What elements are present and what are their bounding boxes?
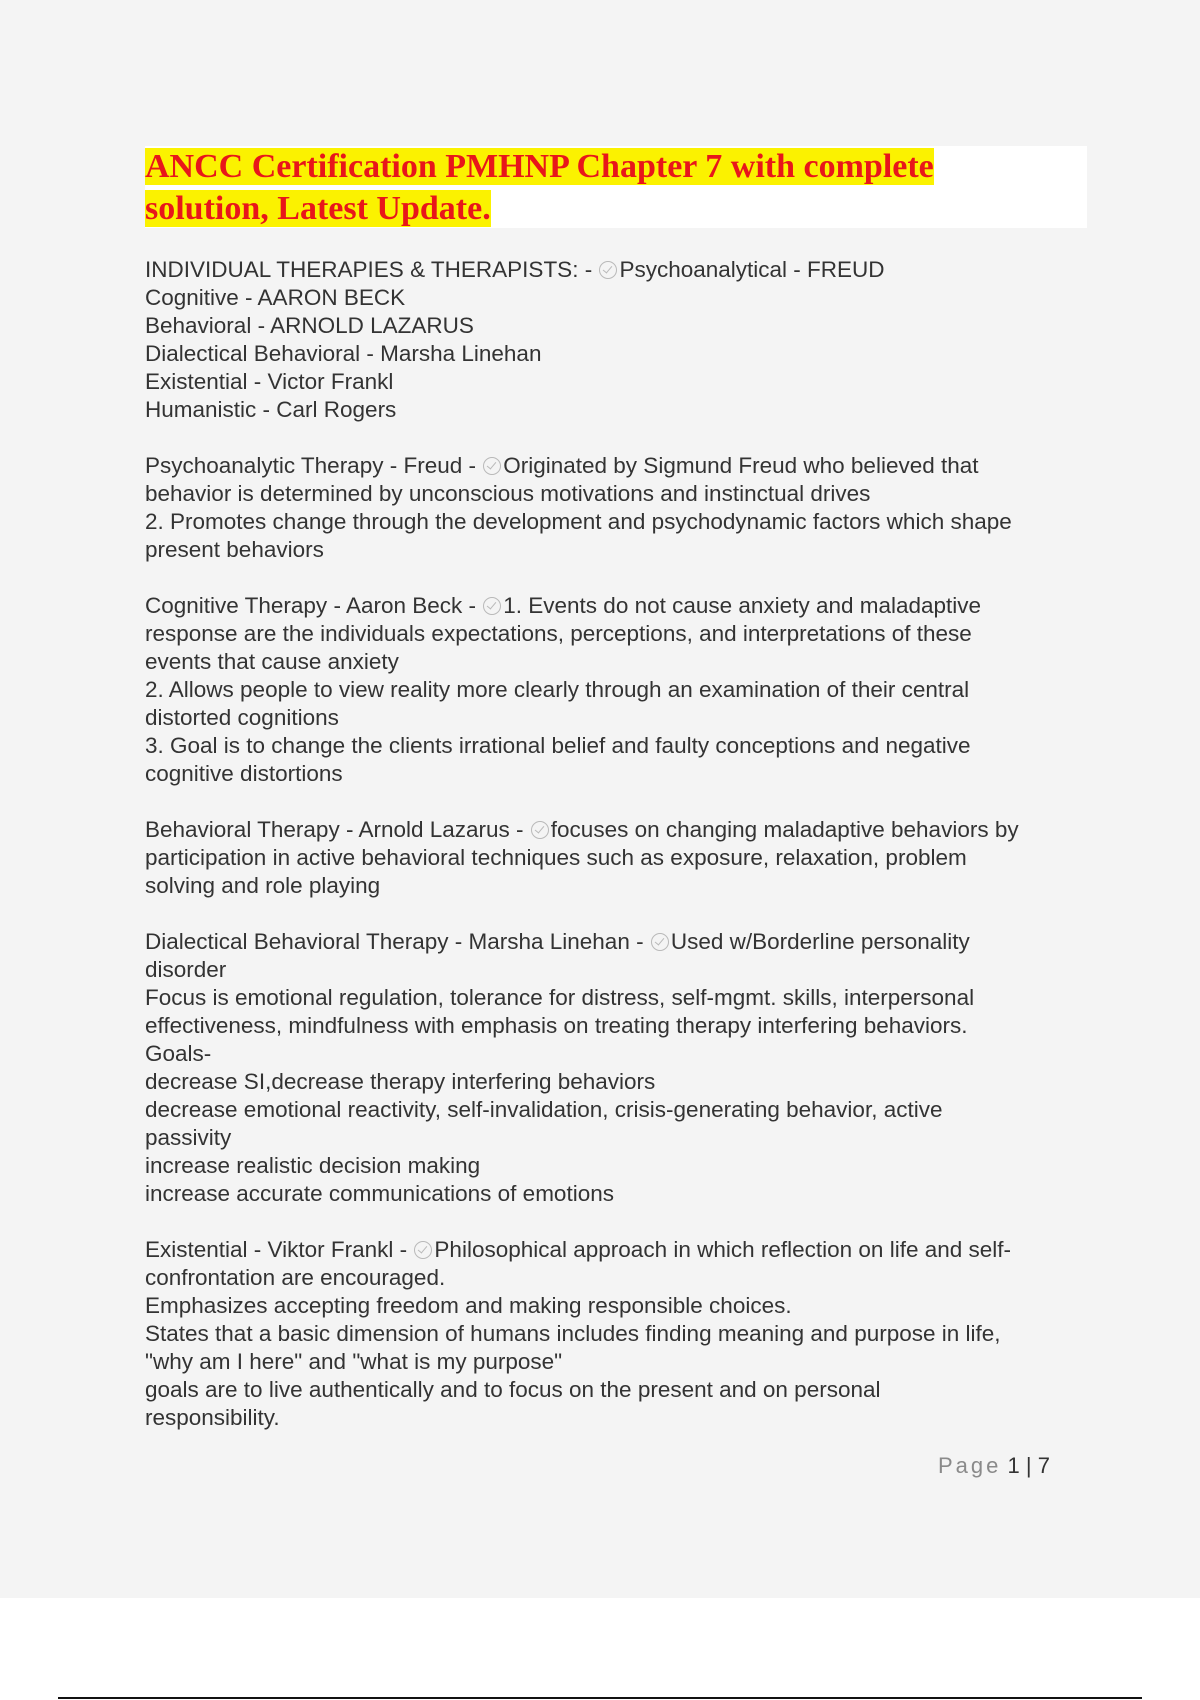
question-text: Behavioral Therapy - Arnold Lazarus - [145, 817, 530, 842]
page-number [938, 1453, 1050, 1479]
check-circle-icon [531, 821, 549, 839]
answer-line: increase realistic decision making [145, 1153, 481, 1178]
page-separator: | [1025, 1453, 1032, 1478]
answer-line: decrease emotional reactivity, self-invalidation, crisis-generating behavior, active [145, 1097, 943, 1122]
answer-line: events that cause anxiety [145, 649, 399, 674]
entry-first-line [145, 256, 1095, 284]
answer-line: confrontation are encouraged. [145, 1265, 446, 1290]
document-title [145, 146, 1087, 230]
answer-line: Existential - Victor Frankl [145, 369, 394, 394]
answer-line: 2. Allows people to view reality more clearly through an examination of their central [145, 677, 970, 702]
question-text: Psychoanalytic Therapy - Freud - [145, 453, 483, 478]
check-circle-icon [651, 933, 669, 951]
qa-entry [145, 592, 1095, 788]
answer-line: Emphasizes accepting freedom and making responsible choices. [145, 1293, 792, 1318]
answer-line: 3. Goal is to change the clients irrational belief and faulty conceptions and negative [145, 733, 971, 758]
answer-text: Used w/Borderline personality [670, 929, 970, 954]
answer-line: passivity [145, 1125, 232, 1150]
entry-first-line [145, 1236, 1095, 1264]
answer-line: present behaviors [145, 537, 324, 562]
answer-text: Philosophical approach in which reflection on life and self- [434, 1237, 1012, 1262]
answer-line: "why am I here" and "what is my purpose" [145, 1349, 563, 1374]
qa-entry [145, 452, 1095, 564]
document-content [145, 256, 1095, 1460]
entry-first-line [145, 592, 1095, 620]
answer-line: Dialectical Behavioral - Marsha Linehan [145, 341, 542, 366]
qa-entry [145, 928, 1095, 1208]
answer-line: decrease SI,decrease therapy interfering behaviors [145, 1069, 656, 1094]
answer-line: responsibility. [145, 1405, 280, 1430]
qa-entry [145, 1236, 1095, 1432]
answer-line: distorted cognitions [145, 705, 339, 730]
check-circle-icon [414, 1241, 432, 1259]
question-text: Existential - Viktor Frankl - [145, 1237, 414, 1262]
answer-line: 2. Promotes change through the development and psychodynamic factors which shape [145, 509, 1012, 534]
answer-line: behavior is determined by unconscious motivations and instinctual drives [145, 481, 871, 506]
answer-text: 1. Events do not cause anxiety and maladaptive [503, 593, 982, 618]
answer-line: Humanistic - Carl Rogers [145, 397, 397, 422]
entry-first-line [145, 452, 1095, 480]
answer-text: Psychoanalytical - FREUD [619, 257, 885, 282]
check-circle-icon [599, 261, 617, 279]
page-word: Page [938, 1453, 1002, 1478]
answer-line: Behavioral - ARNOLD LAZARUS [145, 313, 474, 338]
answer-text: Originated by Sigmund Freud who believed that [503, 453, 979, 478]
answer-line: increase accurate communications of emotions [145, 1181, 614, 1206]
qa-entry [145, 256, 1095, 424]
title-line-2: solution, Latest Update. [145, 190, 491, 227]
check-circle-icon [483, 457, 501, 475]
answer-line: effectiveness, mindfulness with emphasis on treating therapy interfering behaviors. [145, 1013, 968, 1038]
bottom-rule [58, 1697, 1142, 1699]
qa-entry [145, 816, 1095, 900]
answer-line: disorder [145, 957, 227, 982]
check-circle-icon [483, 597, 501, 615]
answer-line: participation in active behavioral techniques such as exposure, relaxation, problem [145, 845, 967, 870]
answer-line: solving and role playing [145, 873, 381, 898]
question-text: INDIVIDUAL THERAPIES & THERAPISTS: - [145, 257, 599, 282]
entry-first-line [145, 928, 1095, 956]
title-box [145, 146, 1087, 228]
page-total: 7 [1037, 1453, 1050, 1478]
title-line-1: ANCC Certification PMHNP Chapter 7 with complete [145, 148, 934, 185]
answer-line: States that a basic dimension of humans includes finding meaning and purpose in life, [145, 1321, 1001, 1346]
answer-line: goals are to live authentically and to focus on the present and on personal [145, 1377, 881, 1402]
answer-line: Cognitive - AARON BECK [145, 285, 406, 310]
page-current: 1 [1007, 1453, 1020, 1478]
answer-line: response are the individuals expectations, perceptions, and interpretations of these [145, 621, 972, 646]
question-text: Dialectical Behavioral Therapy - Marsha Linehan - [145, 929, 650, 954]
question-text: Cognitive Therapy - Aaron Beck - [145, 593, 483, 618]
answer-text: focuses on changing maladaptive behaviors by [550, 817, 1019, 842]
entry-first-line [145, 816, 1095, 844]
answer-line: cognitive distortions [145, 761, 343, 786]
answer-line: Focus is emotional regulation, tolerance for distress, self-mgmt. skills, interpersonal [145, 985, 975, 1010]
answer-line: Goals- [145, 1041, 212, 1066]
